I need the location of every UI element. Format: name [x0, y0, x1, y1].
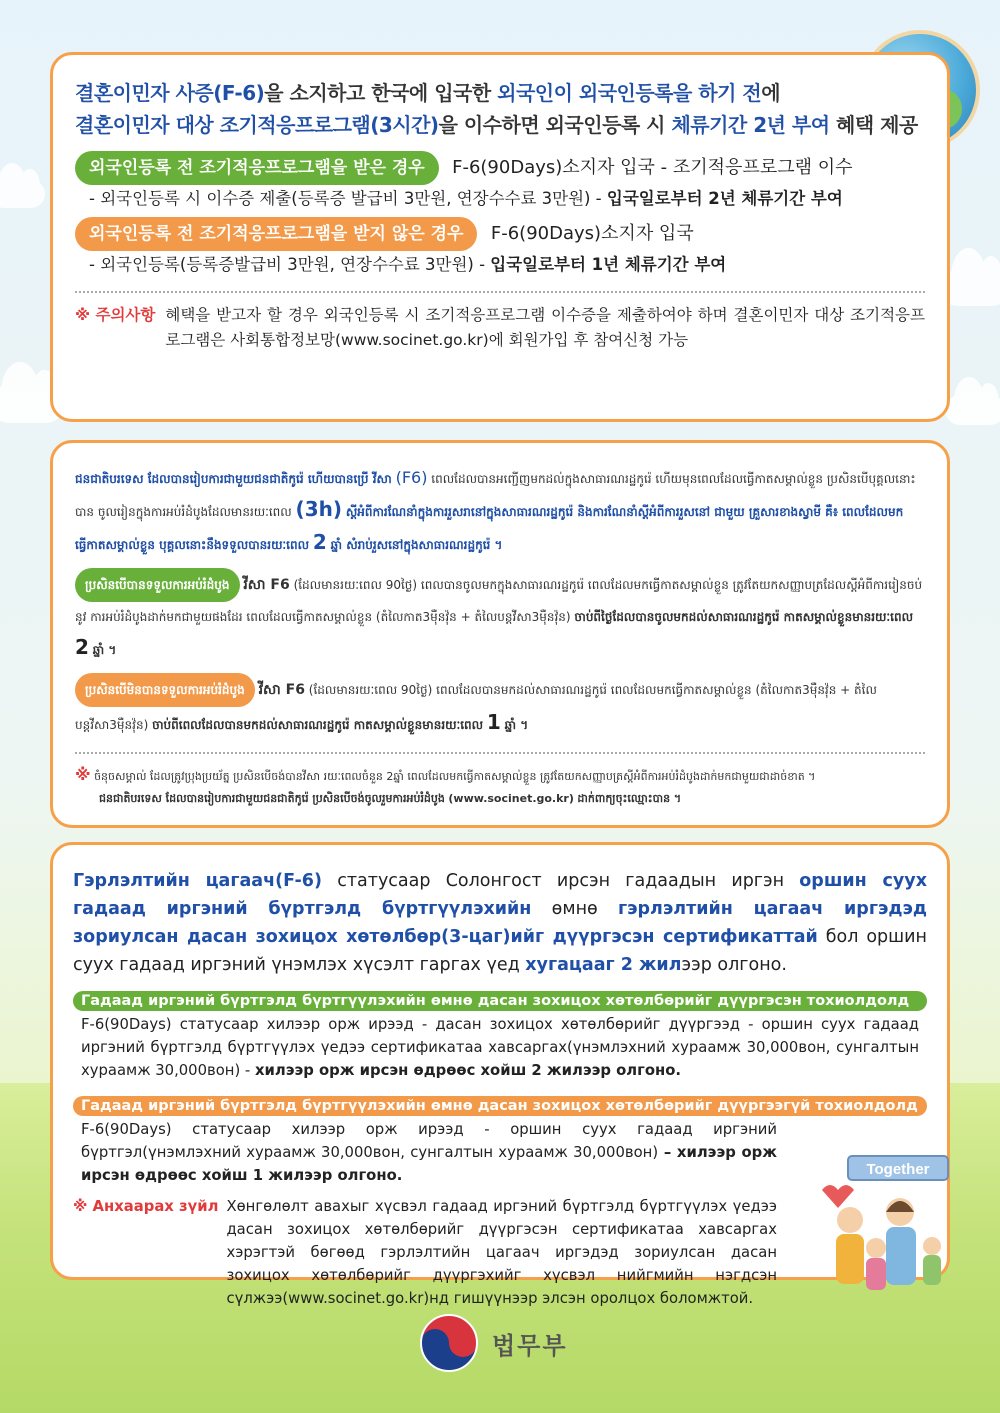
ministry-name: 법무부 [492, 1331, 568, 1360]
case1-detail-row [75, 185, 925, 213]
khmer-note [75, 764, 925, 810]
case2-result: 입국일로부터 1년 체류기간 부여 [490, 255, 727, 274]
km-note-a: ចំនុចសម្គាល់ ដែលត្រូវប្រុងប្រយ័ត្ន ប្រសិនបើចង់បានវីសា រយៈពេលចំនួន 2ឆ្នាំ ពេលដែលមកធ្វើកាតសម្គាល់ខ្លួន ត្រូវតែយកសញ្ញាបត្រស្តីអំពីការអប់រំដំបូងដាក់មកជាមួយជាដាច់ខាត ។ [94, 770, 816, 783]
case1-detail: - 외국인등록 시 이수증 제출(등록증 발급비 3만원, 연장수수료 3만원) - [89, 189, 607, 208]
mn-case2-text-row [73, 1116, 930, 1189]
korean-intro [75, 77, 925, 141]
mn-intro-part: ээр олгоно. [681, 955, 787, 975]
mn-intro-part: гэрлэлтийн цагаач иргэдэд зориулсан дасан зохицох хөтөлбөр(3-цаг)ийг дүүргэсэн сертификаттай [73, 899, 927, 947]
km-part: ឆ្នាំ សំរាប់រួសនៅក្នុងសាធារណរដ្ឋកូរ៉េ ។ [330, 538, 503, 552]
km-years: 2 [312, 530, 327, 554]
khmer-intro [75, 463, 925, 560]
together-sign-text: Together [866, 1161, 930, 1178]
case1-row [75, 151, 925, 185]
mn-case2-text: F-6(90Days) статусаар хилээр орж ирээд - оршин суух гадаад иргэний бүртгэл(үнэмлэхний хураамж 30,000вон, сунгалтын хураамж 30,000вон) [81, 1121, 777, 1161]
intro-part: 에 [761, 81, 781, 105]
km-case1-years: 2 [75, 635, 89, 659]
divider [75, 291, 925, 293]
km-case1-days: (ដែលមានរយៈពេល 90ថ្ងៃ) [293, 578, 418, 592]
km-case2-end: ឆ្នាំ ។ [504, 718, 529, 732]
km-note-b: ជនជាតិបរទេស ដែលបានរៀបការជាមួយជនជាតិកូរ៉េ ប្រសិនបើចង់ចូលរួមការអប់រំដំបូង [99, 792, 445, 805]
intro-part: 결혼이민자 대상 조기적응프로그램(3시간) [75, 113, 439, 137]
mn-intro-part: өмнө [531, 899, 619, 919]
mn-intro-part: Гэрлэлтийн цагаач(F-6) [73, 871, 322, 891]
km-case1-result: ចាប់ពីថ្ងៃដែលបានចូលមកដល់សាធារណរដ្ឋកូរ៉េ កាតសម្គាល់ខ្លួនមានរយៈពេល [574, 610, 913, 624]
note-label: ※ 주의사항 [75, 306, 156, 324]
case2-label: 외국인등록 전 조기적응프로그램을 받지 않은 경우 [75, 217, 477, 251]
km-case2-days: (ដែលមានរយៈពេល 90ថ្ងៃ) [308, 683, 433, 697]
intro-part: 결혼이민자 사증(F-6) [75, 81, 265, 105]
korean-note [75, 303, 925, 353]
intro-part: 혜택 제공 [829, 113, 918, 137]
mn-note-text: Хөнгөлөлт авахыг хүсвэл гадаад иргэний бүртгэлд бүртгүүлэх үедээ дасан зохицох хөтөлбөрийг дүүргэсэн сертификатаа хавсаргах хэрэгтэй бөгөөд гэрлэлтийн цагаач иргэдэд зориулсан дасан зохицох хөтөлбөрийг дүүргэхийг хүсвэл нийгмийн нэгдсэн сүлжээ(www.socinet.go.kr)нд гишүүнээр элсэн оролцох боломжтой. [226, 1198, 777, 1307]
km-part: ពេលដែលបានអញ្ជើញមកដល់ក្នុងសាធារណរដ្ឋកូរ៉េ ហើយមុនពេលដែលធ្វើកាតសម្គាល់ខ្លួន ប្រសិនបើបុគ្គលនោះបាន ចូលរៀនក្នុងការអប់រំដំបូងដែលមានរយៈពេល [75, 472, 916, 519]
km-note-url: (www.socinet.go.kr) [448, 792, 574, 805]
note-text: 혜택을 받고자 할 경우 외국인등록 시 조기적응프로그램 이수증을 제출하여야 하며 결혼이민자 대상 조기적응프로그램은 사회통합정보망(www.socinet.go.kr)에 회원가입 후 참여신청 가능 [165, 306, 925, 349]
km-note-c: ដាក់ពាក្យចុះឈ្មោះបាន ។ [577, 792, 682, 805]
km-case2-visa: វីសា F6 [258, 682, 305, 698]
mn-case1-text-row [73, 1011, 927, 1084]
khmer-case1 [75, 568, 925, 665]
khmer-case2 [75, 673, 925, 740]
mongolian-intro [73, 867, 927, 979]
mn-intro-part: оршин суух гадаад иргэний бүртгэлд бүртгүүлэхийн [73, 871, 927, 919]
family-icon [800, 1150, 960, 1300]
km-case1-label: ប្រសិនបើបានទទួលការអប់រំដំបូង [75, 568, 240, 602]
km-case2-years: 1 [486, 710, 501, 734]
km-case1-end: ឆ្នាំ ។ [92, 643, 117, 657]
mn-intro-part: статусаар Солонгост ирсэн гадаадын иргэн [321, 871, 800, 891]
case1-result: 입국일로부터 2년 체류기간 부여 [606, 189, 843, 208]
km-part: ជនជាតិបរទេស ដែលបានរៀបការជាមួយជនជាតិកូរ៉េ ហើយបានប្រើ វីសា [75, 472, 392, 486]
intro-part: 외국인이 외국인등록을 하기 전 [497, 81, 762, 105]
mn-case1-text: F-6(90Days) статусаар хилээр орж ирээд - дасан зохицох хөтөлбөрийг дүүргээд - оршин суух гадаад иргэний бүртгэлд бүртгүүлэх үедээ сертификатаа хавсаргах(үнэмлэхний хураамж 30,000вон, сунгалтын хураамж 30,000вон) - [81, 1016, 919, 1079]
mn-intro-part: бол оршин суух гадаад иргэний үнэмлэх хүсэлт гаргах үед [73, 927, 927, 975]
taegeuk-logo-icon [418, 1312, 480, 1374]
mn-intro-part: хугацааг 2 жил [525, 955, 682, 975]
khmer-info-card [50, 440, 950, 828]
cloud-decoration [945, 395, 1000, 425]
mongolian-note [73, 1195, 927, 1310]
km-case1-visa: វីសា F6 [243, 577, 290, 593]
km-case2-text: ពេលដែលបានមកដល់សាធារណរដ្ឋកូរ៉េ ពេលដែលមកធ្វើកាតសម្គាល់ខ្លួន (តំលៃកាត3ម៉ឺនវ៉ុន + តំលៃបន្តវីសា3ម៉ឺនវ៉ុន) [75, 683, 877, 732]
mn-case1-result: хилээр орж ирсэн өдрөөс хойш 2 жилээр олгоно. [254, 1062, 682, 1079]
km-case2-label: ប្រសិនបើមិនបានទទួលការអប់រំដំបូង [75, 673, 255, 707]
case2-detail: - 외국인등록(등록증발급비 3만원, 연장수수료 3만원) - [89, 255, 491, 274]
ministry-footer [418, 1312, 568, 1374]
mn-note-label: ※ Анхаарах зүйл [73, 1198, 219, 1215]
case1-label: 외국인등록 전 조기적응프로그램을 받은 경우 [75, 151, 439, 185]
case2-flow: F-6(90Days)소지자 입국 [490, 223, 694, 244]
km-part: ស្តីអំពីការណែនាំក្នុងការរួសរានៅក្នុងសាធារណរដ្ឋកូរ៉េ និងការណែនាំស្តីអំពីការរួសនៅ ជាមួយ គ្រួសារខាងស្វាមី គឺ៖ ពេលដែលមកធ្វើកាតសម្គាល់ខ្លួន បុគ្គលនោះនឹងទទួលបានរយៈពេល [75, 505, 904, 552]
divider [75, 752, 925, 754]
km-hours: (3h) [295, 497, 342, 521]
mn-case2-label: Гадаад иргэний бүртгэлд бүртгүүлэхийн өмнө дасан зохицох хөтөлбөрийг дүүргээгүй тохиолдолд [73, 1096, 927, 1116]
korean-info-card [50, 52, 950, 422]
mn-case1-label: Гадаад иргэний бүртгэлд бүртгүүлэхийн өмнө дасан зохицох хөтөлбөрийг дүүргэсэн тохиолдолд [73, 991, 927, 1011]
together-family-illustration [800, 1150, 960, 1300]
case2-detail-row [75, 251, 925, 279]
case2-row [75, 217, 925, 251]
intro-part: 을 소지하고 한국에 입국한 [264, 81, 498, 105]
km-case1-text: ពេលបានចូលមកក្នុងសាធារណរដ្ឋកូរ៉េ ពេលដែលមកធ្វើកាតសម្គាល់ខ្លួន ត្រូវតែយកសញ្ញាបត្រដែលស្តីអំពីការរៀនចប់នូវ ការអប់រំដំបូងដាក់មកជាមួយផងដែរ ពេលដែលធ្វើកាតសម្គាល់ខ្លួន (តំលៃកាត3ម៉ឺនវ៉ុន + តំលៃបន្តវីសា3ម៉ឺនវ៉ុន) [75, 578, 923, 624]
mn-case2-result: – хилээр орж ирсэн өдрөөс хойш 1 жилээр олгоно. [81, 1144, 777, 1184]
cloud-decoration [0, 180, 45, 208]
km-note-mark: ※ [75, 765, 91, 784]
km-case2-result: ចាប់ពីពេលដែលបានមកដល់សាធារណរដ្ឋកូរ៉េ កាតសម្គាល់ខ្លួនមានរយៈពេល [152, 718, 484, 732]
case1-flow: F-6(90Days)소지자 입국 - 조기적응프로그램 이수 [452, 157, 853, 178]
intro-part: 을 이수하면 외국인등록 시 [438, 113, 672, 137]
intro-part: 체류기간 2년 부여 [671, 113, 830, 137]
km-visa: (F6) [395, 468, 428, 487]
